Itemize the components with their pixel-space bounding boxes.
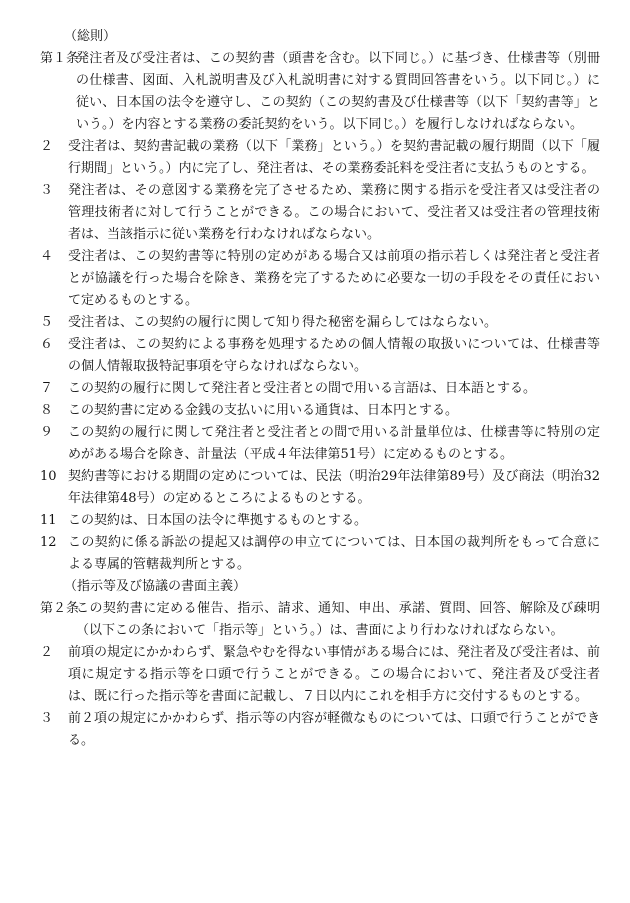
section-heading: （指示等及び協議の書面主義） bbox=[64, 579, 247, 594]
clause-text: 受注者は、この契約書等に特別の定めがある場合又は前項の指示若しくは発注者と受注者とが協議を行った場合を除き、業務を完了するために必要な一切の手段をその責任において定めるものとする。 bbox=[68, 249, 600, 308]
clause-text: 前２項の規定にかかわらず、指示等の内容が軽微なものについては、口頭で行うことができる。 bbox=[68, 711, 600, 748]
clause bbox=[40, 532, 600, 576]
clause bbox=[40, 708, 600, 752]
clause-number: ２ bbox=[40, 139, 54, 154]
clause-number: ７ bbox=[40, 381, 54, 396]
clause-number: ５ bbox=[40, 315, 54, 330]
article-text: 発注者及び受注者は、この契約書（頭書を含む。以下同じ。）に基づき、仕様書等（別冊の仕様書、図面、入札説明書及び入札説明書に対する質問回答書をいう。以下同じ。）に従い、日本国の法令を遵守し、この契約（この契約書及び仕様書等（以下「契約書等」という。）を内容とする業務の委託契約をいう。以下同じ。）を履行しなければならない。 bbox=[76, 51, 600, 132]
clause-text: この契約の履行に関して発注者と受注者との間で用いる計量単位は、仕様書等に特別の定めがある場合を除き、計量法（平成４年法律第51号）に定めるものとする。 bbox=[68, 425, 600, 462]
clause-number: 12 bbox=[40, 535, 57, 550]
clause-text: この契約の履行に関して発注者と受注者との間で用いる言語は、日本語とする。 bbox=[68, 381, 537, 396]
clause-text: この契約に係る訴訟の提起又は調停の申立てについては、日本国の裁判所をもって合意による専属的管轄裁判所とする。 bbox=[68, 535, 600, 572]
clause-text: 受注者は、この契約の履行に関して知り得た秘密を漏らしてはならない。 bbox=[68, 315, 498, 330]
article-label: 第２条 bbox=[40, 601, 80, 616]
clause bbox=[40, 378, 600, 400]
clause-number: ３ bbox=[40, 183, 54, 198]
article-2 bbox=[40, 598, 600, 642]
clause-number: ２ bbox=[40, 645, 54, 660]
article-label: 第１条 bbox=[40, 51, 80, 66]
section-heading: （総則） bbox=[64, 29, 117, 44]
clause bbox=[40, 510, 600, 532]
clause-text: 受注者は、契約書記載の業務（以下「業務」という。）を契約書記載の履行期間（以下「履行期間」という。）内に完了し、発注者は、その業務委託料を受注者に支払うものとする。 bbox=[68, 139, 600, 176]
article-1 bbox=[40, 48, 600, 136]
clause bbox=[40, 312, 600, 334]
clause-text: この契約は、日本国の法令に準拠するものとする。 bbox=[68, 513, 368, 528]
clause bbox=[40, 400, 600, 422]
clause-text: 受注者は、この契約による事務を処理するための個人情報の取扱いについては、仕様書等の個人情報取扱特記事項を守らなければならない。 bbox=[68, 337, 600, 374]
clause-text: 契約書等における期間の定めについては、民法（明治29年法律第89号）及び商法（明治32年法律第48号）の定めるところによるものとする。 bbox=[68, 469, 600, 506]
document-body bbox=[40, 26, 600, 752]
clause-number: ６ bbox=[40, 337, 54, 352]
clause bbox=[40, 642, 600, 708]
clause bbox=[40, 334, 600, 378]
clause bbox=[40, 422, 600, 466]
clause-number: ９ bbox=[40, 425, 54, 440]
clause bbox=[40, 466, 600, 510]
clause-number: ４ bbox=[40, 249, 54, 264]
clause-text: 前項の規定にかかわらず、緊急やむを得ない事情がある場合には、発注者及び受注者は、前項に規定する指示等を口頭で行うことができる。この場合において、発注者及び受注者は、既に行った指示等を書面に記載し、７日以内にこれを相手方に交付するものとする。 bbox=[68, 645, 600, 704]
clause-text: 発注者は、その意図する業務を完了させるため、業務に関する指示を受注者又は受注者の管理技術者に対して行うことができる。この場合において、受注者又は受注者の管理技術者は、当該指示に従い業務を行わなければならない。 bbox=[68, 183, 600, 242]
clause-number: ３ bbox=[40, 711, 54, 726]
clause-number: ８ bbox=[40, 403, 54, 418]
clause-number: 10 bbox=[40, 469, 57, 484]
clause-number: 11 bbox=[40, 513, 57, 528]
article-text: この契約書に定める催告、指示、請求、通知、申出、承諾、質問、回答、解除及び疎明（以下この条において「指示等」という。）は、書面により行わなければならない。 bbox=[76, 601, 600, 638]
clause bbox=[40, 246, 600, 312]
clause bbox=[40, 180, 600, 246]
clause-text: この契約書に定める金銭の支払いに用いる通貨は、日本円とする。 bbox=[68, 403, 459, 418]
clause bbox=[40, 136, 600, 180]
